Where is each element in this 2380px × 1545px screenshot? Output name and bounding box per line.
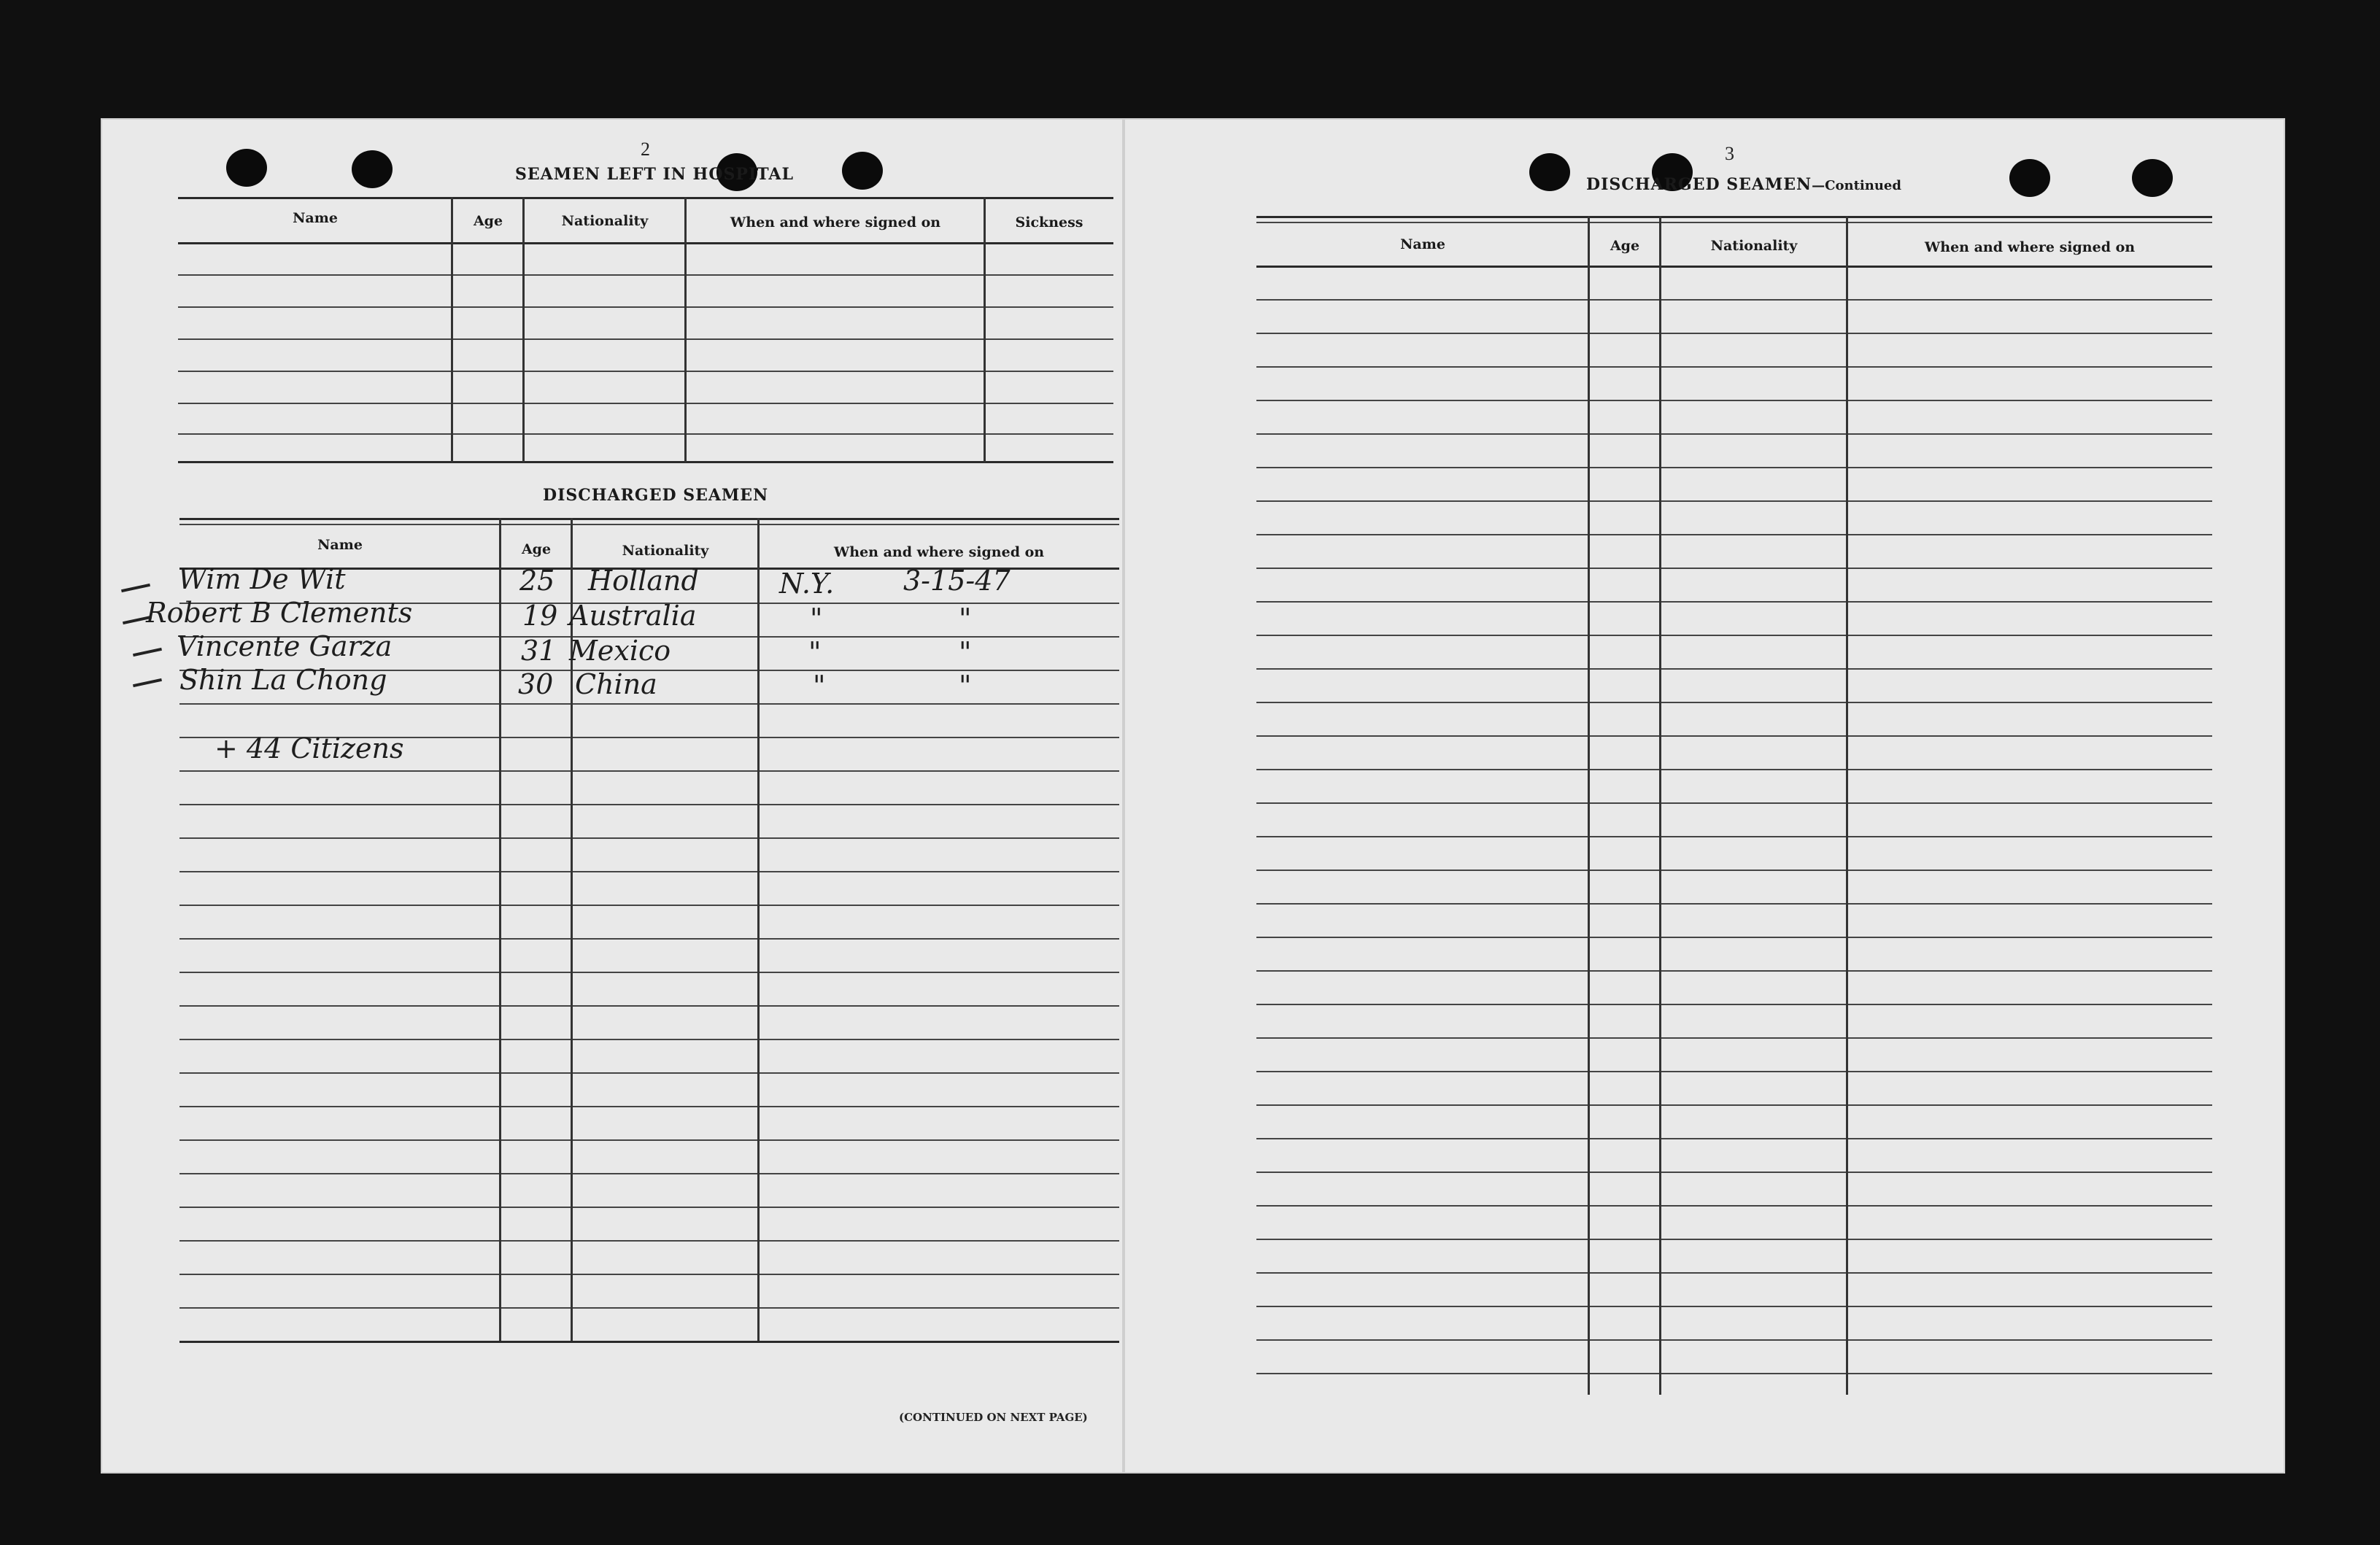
continued-footer: (CONTINUED ON NEXT PAGE)	[899, 1411, 1088, 1424]
column-header-nationality: Nationality	[561, 213, 649, 229]
signed-on-place: "	[808, 636, 822, 668]
signed-on-date: "	[959, 670, 972, 702]
signed-on-place: "	[813, 670, 826, 702]
seaman-nationality: Australia	[569, 600, 697, 632]
column-header-age: Age	[473, 213, 503, 229]
column-header-nationality: Nationality	[1710, 238, 1798, 254]
column-header-signed-on: When and where signed on	[833, 544, 1045, 560]
check-mark	[133, 648, 162, 657]
seaman-nationality: Mexico	[569, 635, 671, 667]
seaman-age: 30	[518, 668, 554, 700]
punch-hole	[352, 150, 393, 188]
punch-hole	[2009, 159, 2050, 197]
seaman-age: 31	[521, 635, 557, 667]
punch-hole	[2132, 159, 2173, 197]
seaman-age: 25	[519, 565, 555, 597]
left-page	[101, 118, 1124, 1474]
seaman-age: 19	[522, 600, 558, 632]
column-header-sickness: Sickness	[1015, 214, 1083, 231]
check-mark	[133, 678, 162, 687]
signed-on-date: "	[959, 603, 972, 635]
column-header-name: Name	[293, 210, 338, 226]
column-header-name: Name	[1400, 236, 1445, 252]
seaman-name: Shin La Chong	[179, 664, 387, 696]
seaman-nationality: China	[575, 668, 657, 700]
citizens-note: + 44 Citizens	[215, 732, 404, 764]
punch-hole	[842, 152, 883, 190]
signed-on-place: "	[810, 603, 823, 635]
title-text: DISCHARGED SEAMEN	[1586, 175, 1812, 194]
column-header-age: Age	[521, 541, 552, 557]
discharged-continued-title	[1586, 175, 1901, 194]
seaman-name: Wim De Wit	[178, 563, 346, 595]
signed-on-date: "	[959, 636, 972, 668]
punch-hole	[226, 149, 267, 187]
signed-on-place: N.Y.	[779, 568, 835, 600]
punch-hole	[1529, 153, 1570, 191]
title-suffix: —Continued	[1812, 178, 1901, 193]
right-page	[1124, 118, 2285, 1474]
page-number: 3	[1725, 143, 1734, 164]
column-header-nationality: Nationality	[622, 543, 709, 559]
hospital-section-title: SEAMEN LEFT IN HOSPITAL	[515, 165, 794, 184]
page-number: 2	[641, 139, 650, 160]
check-mark	[121, 584, 150, 592]
column-header-signed-on: When and where signed on	[730, 214, 941, 231]
seaman-name: Robert B Clements	[146, 597, 413, 629]
column-header-signed-on: When and where signed on	[1924, 239, 2136, 255]
column-header-name: Name	[317, 537, 363, 553]
seaman-name: Vincente Garza	[177, 630, 393, 662]
signed-on-date: 3-15-47	[903, 565, 1011, 597]
discharged-section-title: DISCHARGED SEAMEN	[543, 486, 769, 505]
discharged-continued-table	[1256, 216, 2212, 1412]
seaman-nationality: Holland	[588, 565, 699, 597]
column-header-age: Age	[1610, 238, 1640, 254]
